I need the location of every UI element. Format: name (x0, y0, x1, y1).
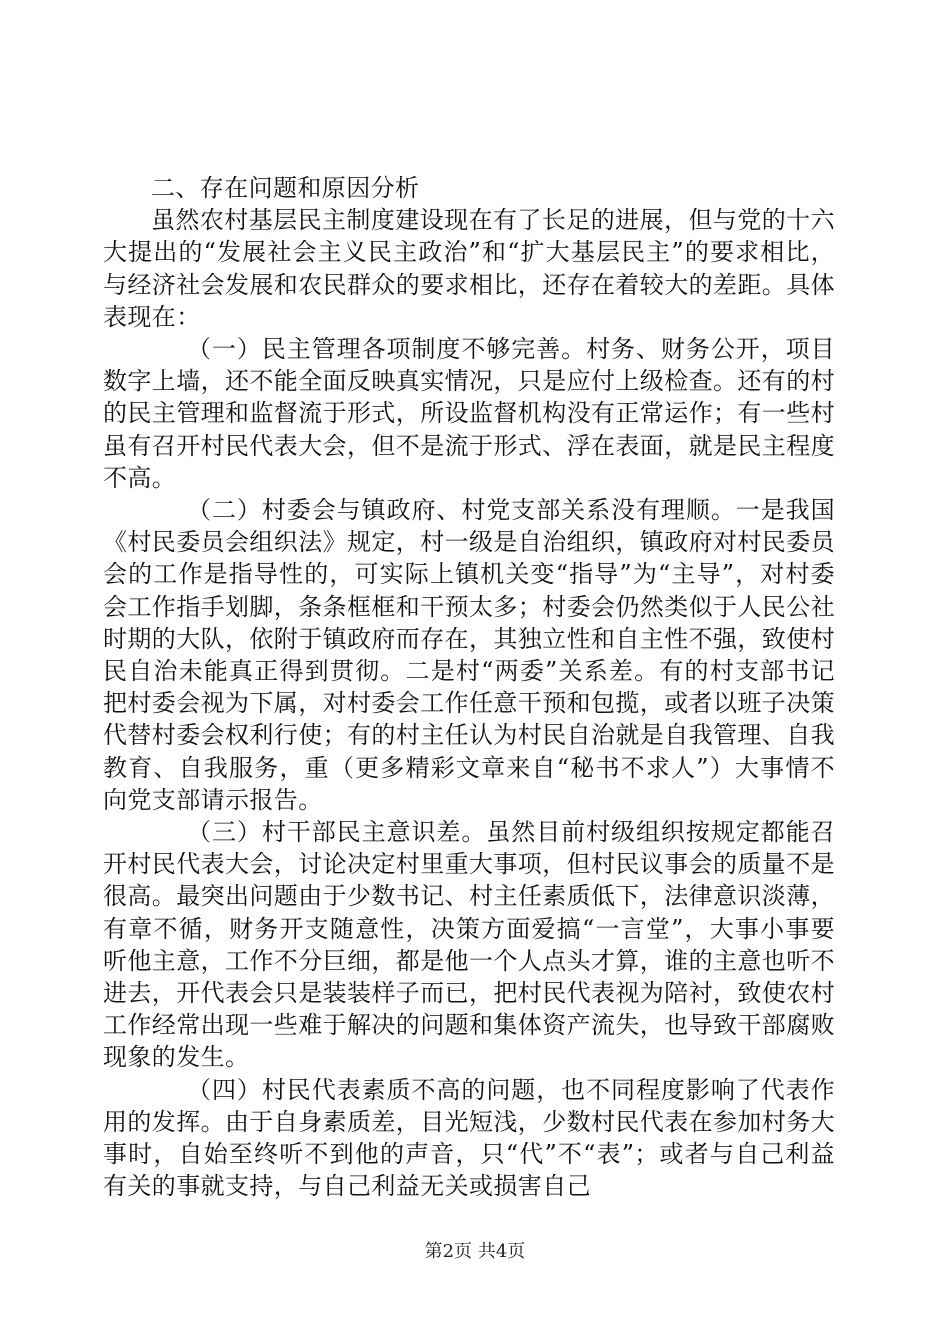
paragraph-item-2: （二）村委会与镇政府、村党支部关系没有理顺。一是我国《村民委员会组织法》规定，村一级是自治组织，镇政府对村民委员会的工作是指导性的，可实际上镇机关变“指导”为“主导”，对村委会工作指手划脚，条条框框和干预太多；村委会仍然类似于人民公社时期的大队，依附于镇政府而存在，其独立性和自主性不强，致使村民自治未能真正得到贯彻。二是村“两委”关系差。有的村支部书记把村委会视为下属，对村委会工作任意干预和包揽，或者以班子决策代替村委会权利行使；有的村主任认为村民自治就是自我管理、自我教育、自我服务，重（更多精彩文章来自“秘书不求人”）大事情不向党支部请示报告。 (103, 496, 835, 814)
paragraph-item-3: （三）村干部民主意识差。虽然目前村级组织按规定都能召开村民代表大会，讨论决定村里重大事项，但村民议事会的质量不是很高。最突出问题由于少数书记、村主任素质低下，法律意识淡薄，有章不循，财务开支随意性，决策方面爱搞“一言堂”，大事小事要听他主意，工作不分巨细，都是他一个人点头才算，谁的主意也听不进去，开代表会只是装装样子而已，把村民代表视为陪衬，致使农村工作经常出现一些难于解决的问题和集体资产流失，也导致干部腐败现象的发生。 (103, 818, 835, 1072)
paragraph-item-1: （一）民主管理各项制度不够完善。村务、财务公开，项目数字上墙，还不能全面反映真实情况，只是应付上级检查。还有的村的民主管理和监督流于形式，所设监督机构没有正常运作；有一些村虽有召开村民代表大会，但不是流于形式、浮在表面，就是民主程度不高。 (103, 335, 835, 492)
page-footer: 第2页 共4页 (424, 1241, 526, 1262)
paragraph-item-4: （四）村民代表素质不高的问题，也不同程度影响了代表作用的发挥。由于自身素质差，目光短浅，少数村民代表在参加村务大事时，自始至终听不到他的声音，只“代”不“表”；或者与自己利益有关的事就支持，与自己利益无关或损害自己 (103, 1075, 835, 1201)
document-body (103, 172, 835, 1203)
section-heading: 二、存在问题和原因分析 (151, 174, 420, 202)
paragraph-intro: 虽然农村基层民主制度建设现在有了长足的进展，但与党的十六大提出的“发展社会主义民主政治”和“扩大基层民主”的要求相比，与经济社会发展和农民群众的要求相比，还存在着较大的差距。具体表现在： (103, 206, 835, 331)
